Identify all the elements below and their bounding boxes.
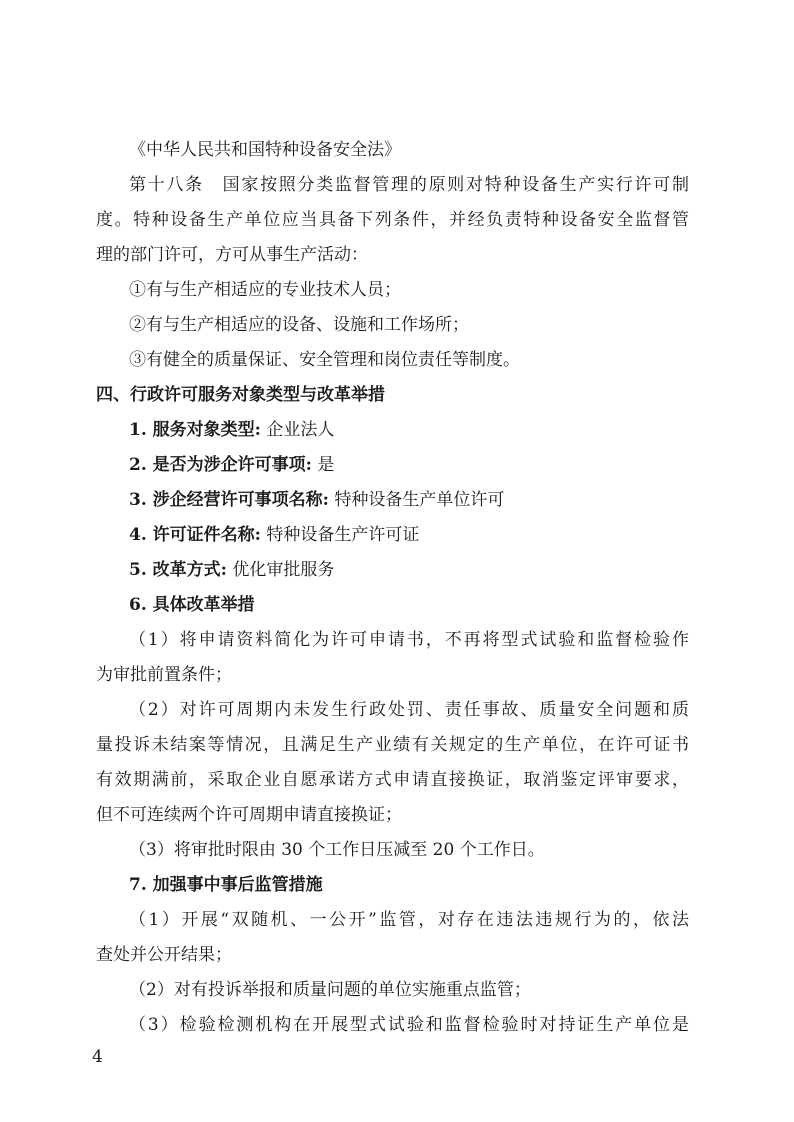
item-license-name xyxy=(129,483,689,517)
item-label: 3. 涉企经营许可事项名称: xyxy=(129,490,329,510)
supervision-2-line-1: （2）对有投诉举报和质量问题的单位实施重点监管； xyxy=(129,980,531,1000)
item-label: 2. 是否为涉企许可事项: xyxy=(129,455,312,475)
condition-1: ①有与生产相适应的专业技术人员； xyxy=(129,280,401,300)
measure-2-line-2: 量投诉未结案等情况，且满足生产业绩有关规定的生产单位，在许可证书 xyxy=(96,735,689,755)
article-18-line-3: 理的部门许可，方可从事生产活动： xyxy=(96,245,368,265)
item-value: 特种设备生产单位许可 xyxy=(328,490,505,510)
measure-3-line-1: （3）将审批时限由 30 个工作日压减至 20 个工作日。 xyxy=(129,840,545,860)
item-value: 是 xyxy=(311,455,335,475)
article-18-line-2: 度。特种设备生产单位应当具备下列条件，并经负责特种设备安全监督管 xyxy=(96,210,689,230)
law-title: 《中华人民共和国特种设备安全法》 xyxy=(129,140,401,160)
condition-2: ②有与生产相适应的设备、设施和工作场所； xyxy=(129,315,469,335)
section-4-heading: 四、行政许可服务对象类型与改革举措 xyxy=(96,385,385,405)
item-label: 5. 改革方式: xyxy=(129,560,227,580)
condition-3: ③有健全的质量保证、安全管理和岗位责任等制度。 xyxy=(129,350,520,370)
measure-1-line-1: （1）将申请资料简化为许可申请书，不再将型式试验和监督检验作 xyxy=(129,630,689,650)
supervision-heading: 7. 加强事中事后监管措施 xyxy=(129,875,323,895)
item-reform-method xyxy=(129,553,689,587)
supervision-1-line-1: （1）开展“双随机、一公开”监管，对存在违法违规行为的，依法 xyxy=(129,910,689,930)
item-label: 4. 许可证件名称: xyxy=(129,525,261,545)
item-value: 特种设备生产许可证 xyxy=(260,525,420,545)
item-value: 企业法人 xyxy=(260,420,335,440)
item-service-object xyxy=(129,413,689,447)
measure-2-line-4: 但不可连续两个许可周期申请直接换证； xyxy=(96,805,402,825)
measure-1-line-2: 为审批前置条件； xyxy=(96,665,232,685)
measure-2-line-3: 有效期满前，采取企业自愿承诺方式申请直接换证，取消鉴定评审要求， xyxy=(96,770,689,790)
item-label: 1. 服务对象类型: xyxy=(129,420,261,440)
supervision-3-line-1: （3）检验检测机构在开展型式试验和监督检验时对持证生产单位是 xyxy=(129,1015,689,1035)
page-number: 4 xyxy=(92,1047,103,1067)
item-enterprise-related xyxy=(129,448,689,482)
item-value: 优化审批服务 xyxy=(226,560,335,580)
measure-2-line-1: （2）对许可周期内未发生行政处罚、责任事故、质量安全问题和质 xyxy=(129,700,689,720)
item-certificate-name xyxy=(129,518,689,552)
supervision-1-line-2: 查处并公开结果； xyxy=(96,945,232,965)
measures-heading: 6. 具体改革举措 xyxy=(129,595,255,615)
article-18-line-1: 第十八条 国家按照分类监督管理的原则对特种设备生产实行许可制 xyxy=(129,175,689,195)
